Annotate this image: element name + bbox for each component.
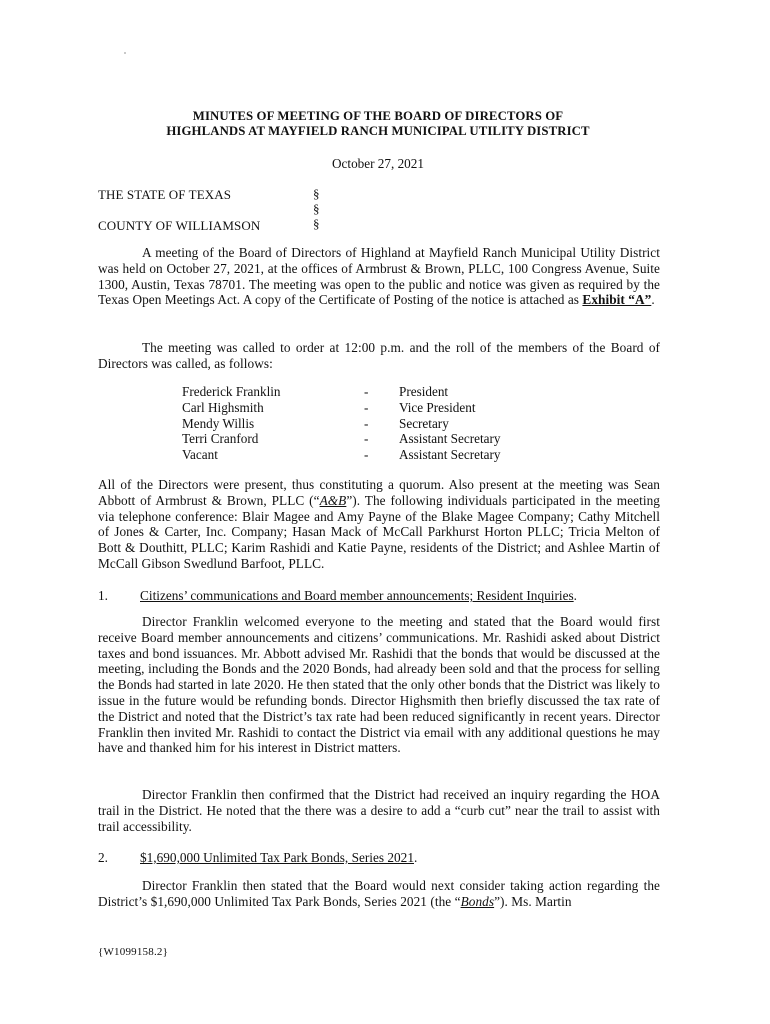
director-title: Assistant Secretary xyxy=(399,431,501,447)
scan-speck xyxy=(124,52,126,54)
director-name: Frederick Franklin xyxy=(182,384,281,399)
director-name: Terri Cranford xyxy=(182,431,259,447)
roll-row xyxy=(182,447,542,463)
roll-row xyxy=(182,400,542,416)
title-line-2: HIGHLANDS AT MAYFIELD RANCH MUNICIPAL UTILITY DISTRICT xyxy=(166,124,590,138)
section-1-title-end: . xyxy=(573,588,577,603)
section-2-paragraph-start: Director Franklin then stated that the Board would next consider taking action regarding the District’s $1,690,000 Unlimited Tax Park Bonds, Series 2021 (the “ xyxy=(98,878,660,909)
paragraph-call-to-order-text: The meeting was called to order at 12:00 p.m. and the roll of the members of the Board of Directors was called, as follows: xyxy=(98,340,660,371)
paragraph-quorum-start: All of the Directors were present, thus constituting a quorum. Also present at the meeting was Sean Abbott of Armbrust & Brown, PLLC (“ xyxy=(98,477,660,508)
roll-row xyxy=(182,431,542,447)
document-id-footer: {W1099158.2} xyxy=(98,946,169,958)
director-title: Vice President xyxy=(399,399,476,415)
caption-county: COUNTY OF WILLIAMSON xyxy=(98,218,261,233)
section-2-heading xyxy=(98,850,417,866)
roll-call-list xyxy=(182,384,542,463)
section-1-paragraph-a xyxy=(98,614,660,756)
exhibit-a-reference: Exhibit “A” xyxy=(582,292,652,308)
director-name: Carl Highsmith xyxy=(182,399,264,415)
defined-term-bonds: Bonds xyxy=(460,893,495,909)
roll-dash: - xyxy=(364,415,369,431)
section-2-paragraph-end: ”). Ms. Martin xyxy=(494,893,572,909)
section-1-paragraph-b-text: Director Franklin then confirmed that the District had received an inquiry regarding the HOA trail in the District. He noted that the there was a desire to add a “curb cut” near the trail to assist with trail accessibility. xyxy=(98,787,660,834)
section-2-number: 2. xyxy=(98,850,108,865)
director-title: President xyxy=(399,384,449,399)
roll-dash: - xyxy=(364,399,369,415)
caption-state: THE STATE OF TEXAS xyxy=(98,187,232,202)
defined-term-ab: A&B xyxy=(319,492,347,508)
section-symbol-1: § xyxy=(313,186,320,201)
roll-dash: - xyxy=(364,447,369,463)
section-1-number: 1. xyxy=(98,588,108,603)
roll-row xyxy=(182,384,542,400)
director-name: Vacant xyxy=(182,447,218,463)
section-1-heading xyxy=(98,588,577,604)
title-line-1: MINUTES OF MEETING OF THE BOARD OF DIRECTORS OF xyxy=(192,109,564,123)
roll-row xyxy=(182,416,542,432)
roll-dash: - xyxy=(364,431,369,447)
paragraph-meeting-notice-text: A meeting of the Board of Directors of Highland at Mayfield Ranch Municipal Utility District was held on October 27, 2021, at the offices of Armbrust & Brown, PLLC, 100 Congress Avenue, Suite 1300, Austin, Texas 78701. The meeting was open to the public and notice was given as required by the Texas Open Meetings Act. A copy of the Certificate of Posting of the notice is attached as xyxy=(98,245,660,308)
section-2-title-end: . xyxy=(413,850,418,865)
meeting-date: October 27, 2021 xyxy=(332,156,424,171)
paragraph-quorum-end: ”). The following individuals participated in the meeting via telephone conference: Blair Magee and Amy Payne of the Blake Magee Company; Cathy Mitchell of Jones & Carter, Inc. Company; Hasan Mack of McCall Parkhurst Horton PLLC; Tricia Melton of Bott & Douthitt, PLLC; Karim Rashidi and Katie Payne, residents of the District; and Ashlee Martin of McCall Gibson Swedlund Barfoot, PLLC. xyxy=(98,492,660,571)
paragraph-call-to-order xyxy=(98,340,660,372)
paragraph-quorum-attendance xyxy=(98,477,660,572)
director-title: Secretary xyxy=(399,415,449,431)
director-name: Mendy Willis xyxy=(182,415,255,431)
section-symbol-3: § xyxy=(313,216,320,231)
section-1-paragraph-a-text: Director Franklin welcomed everyone to the meeting and stated that the Board would first receive Board member announcements and citizens’ communications. Mr. Rashidi asked about District taxes and bond issuances. Mr. Abbott advised Mr. Rashidi that the bonds that would be discussed at the meeting, including the Bonds and the 2020 Bonds, had already been sold and that the process for selling the Bonds had started in late 2020. He then stated that the only other bonds that the District was likely to issue in the future would be refunding bonds. Director Highsmith then briefly discussed the tax rate of the District and noted that the District’s tax rate had been reduced significantly in recent years. Director Franklin then invited Mr. Rashidi to contact the District via email with any additional questions he may have and thanked him for his interest in District matters. xyxy=(98,614,660,756)
section-2-paragraph xyxy=(98,878,660,910)
paragraph-meeting-notice xyxy=(98,245,660,308)
section-2-title: $1,690,000 Unlimited Tax Park Bonds, Series 2021 xyxy=(140,850,414,865)
section-1-paragraph-b xyxy=(98,787,660,834)
paragraph-meeting-notice-end: . xyxy=(651,292,655,308)
roll-dash: - xyxy=(364,384,369,399)
section-1-title: Citizens’ communications and Board member announcements; Resident Inquiries xyxy=(140,588,574,603)
director-title: Assistant Secretary xyxy=(399,447,501,463)
section-symbol-2: § xyxy=(313,201,320,216)
